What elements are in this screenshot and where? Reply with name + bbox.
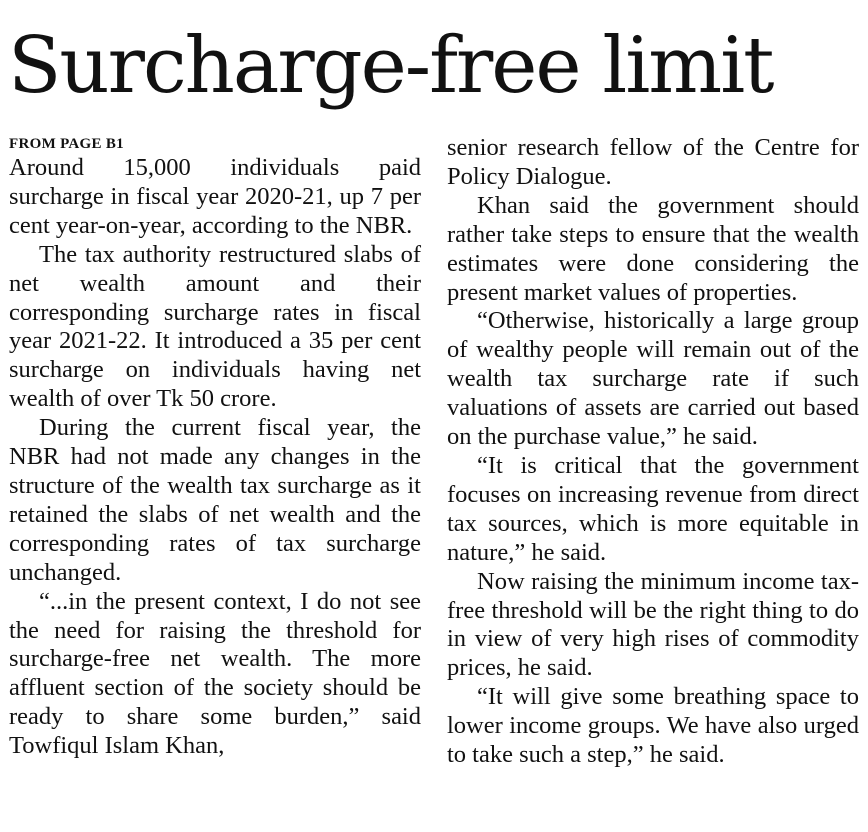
article-headline: Surcharge-free limit — [8, 21, 773, 111]
continuation-kicker: FROM PAGE B1 — [9, 136, 124, 152]
paragraph: senior research fellow of the Centre for Policy Dialogue. — [447, 134, 859, 190]
paragraph: The tax authority restructured slabs of net wealth amount and their corresponding surcharge rates in fiscal year 2021-22. It introduced a 35 per cent surcharge on individuals having net wealth of over Tk 50 crore. — [9, 240, 421, 413]
article-column-left — [9, 134, 421, 761]
paragraph: “It is critical that the government focuses on increasing revenue from direct tax sources, which is more equitable in nature,” he said. — [447, 451, 859, 566]
paragraph: “...in the present context, I do not see the need for raising the threshold for surcharge-free net wealth. The more affluent section of the society should be ready to share some burden,” said Towfiqul Islam Khan, — [9, 587, 421, 760]
paragraph: “Otherwise, historically a large group of wealthy people will remain out of the wealth tax surcharge rate if such valuations of assets are carried out based on the purchase value,” he said. — [447, 307, 859, 451]
paragraph: During the current fiscal year, the NBR had not made any changes in the structure of the wealth tax surcharge as it retained the slabs of net wealth and the corresponding rates of tax surcharge unchanged. — [9, 414, 421, 586]
paragraph: Khan said the government should rather take steps to ensure that the wealth estimates were done considering the present market values of properties. — [447, 191, 859, 306]
paragraph: Around 15,000 individuals paid surcharge in fiscal year 2020-21, up 7 per cent year-on-year, according to the NBR. — [9, 154, 421, 239]
paragraph: Now raising the minimum income tax-free threshold will be the right thing to do in view of very high rises of commodity prices, he said. — [447, 567, 859, 682]
article-column-right — [447, 134, 859, 770]
paragraph: “It will give some breathing space to lower income groups. We have also urged to take such a step,” he said. — [447, 683, 859, 769]
